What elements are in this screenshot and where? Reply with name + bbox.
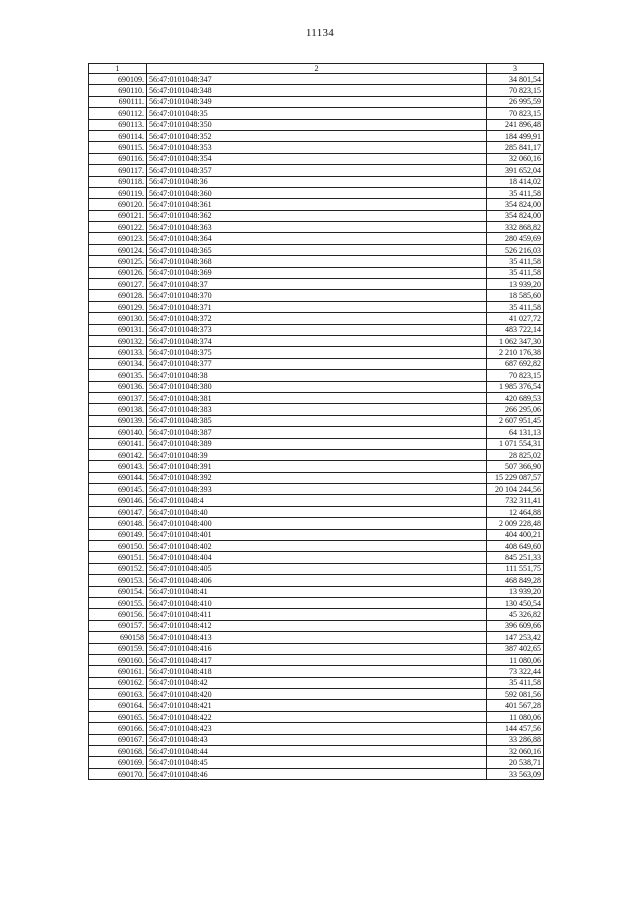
value-cell: 483 722,14 bbox=[487, 324, 544, 335]
row-number-cell: 690131. bbox=[89, 324, 147, 335]
row-number-cell: 690129. bbox=[89, 301, 147, 312]
cadastral-number-cell: 56:47:0101048:418 bbox=[147, 666, 487, 677]
cadastral-number-cell: 56:47:0101048:4 bbox=[147, 495, 487, 506]
row-number-cell: 690130. bbox=[89, 313, 147, 324]
value-cell: 354 824,00 bbox=[487, 199, 544, 210]
cadastral-number-cell: 56:47:0101048:401 bbox=[147, 529, 487, 540]
cadastral-number-cell: 56:47:0101048:36 bbox=[147, 176, 487, 187]
cadastral-number-cell: 56:47:0101048:404 bbox=[147, 552, 487, 563]
row-number-cell: 690140. bbox=[89, 427, 147, 438]
table-row bbox=[89, 461, 544, 472]
table-row bbox=[89, 130, 544, 141]
cadastral-number-cell: 56:47:0101048:421 bbox=[147, 700, 487, 711]
cadastral-number-cell: 56:47:0101048:349 bbox=[147, 96, 487, 107]
value-cell: 241 896,48 bbox=[487, 119, 544, 130]
table-row bbox=[89, 427, 544, 438]
cadastral-number-cell: 56:47:0101048:405 bbox=[147, 563, 487, 574]
cadastral-number-cell: 56:47:0101048:393 bbox=[147, 484, 487, 495]
cadastral-number-cell: 56:47:0101048:387 bbox=[147, 427, 487, 438]
table-row bbox=[89, 643, 544, 654]
table-row bbox=[89, 529, 544, 540]
cadastral-number-cell: 56:47:0101048:402 bbox=[147, 541, 487, 552]
table-row bbox=[89, 404, 544, 415]
row-number-cell: 690167. bbox=[89, 734, 147, 745]
row-number-cell: 690169. bbox=[89, 757, 147, 768]
data-table bbox=[88, 63, 544, 780]
cadastral-number-cell: 56:47:0101048:371 bbox=[147, 301, 487, 312]
value-cell: 387 402,65 bbox=[487, 643, 544, 654]
value-cell: 2 210 176,38 bbox=[487, 347, 544, 358]
table-row bbox=[89, 335, 544, 346]
cadastral-number-cell: 56:47:0101048:373 bbox=[147, 324, 487, 335]
table-row bbox=[89, 324, 544, 335]
value-cell: 18 585,60 bbox=[487, 290, 544, 301]
cadastral-number-cell: 56:47:0101048:361 bbox=[147, 199, 487, 210]
cadastral-number-cell: 56:47:0101048:368 bbox=[147, 256, 487, 267]
row-number-cell: 690109. bbox=[89, 74, 147, 85]
row-number-cell: 690164. bbox=[89, 700, 147, 711]
value-cell: 354 824,00 bbox=[487, 210, 544, 221]
row-number-cell: 690120. bbox=[89, 199, 147, 210]
value-cell: 32 060,16 bbox=[487, 746, 544, 757]
table-row bbox=[89, 677, 544, 688]
cadastral-number-cell: 56:47:0101048:392 bbox=[147, 472, 487, 483]
cadastral-number-cell: 56:47:0101048:412 bbox=[147, 620, 487, 631]
row-number-cell: 690142. bbox=[89, 449, 147, 460]
value-cell: 396 609,66 bbox=[487, 620, 544, 631]
table-row bbox=[89, 358, 544, 369]
row-number-cell: 690117. bbox=[89, 165, 147, 176]
value-cell: 35 411,58 bbox=[487, 301, 544, 312]
table-row bbox=[89, 484, 544, 495]
cadastral-number-cell: 56:47:0101048:363 bbox=[147, 222, 487, 233]
value-cell: 687 692,82 bbox=[487, 358, 544, 369]
value-cell: 18 414,02 bbox=[487, 176, 544, 187]
table-row bbox=[89, 279, 544, 290]
value-cell: 404 400,21 bbox=[487, 529, 544, 540]
cadastral-number-cell: 56:47:0101048:410 bbox=[147, 597, 487, 608]
cadastral-number-cell: 56:47:0101048:422 bbox=[147, 711, 487, 722]
cadastral-number-cell: 56:47:0101048:400 bbox=[147, 518, 487, 529]
row-number-cell: 690112. bbox=[89, 108, 147, 119]
cadastral-number-cell: 56:47:0101048:365 bbox=[147, 244, 487, 255]
cadastral-number-cell: 56:47:0101048:377 bbox=[147, 358, 487, 369]
cadastral-number-cell: 56:47:0101048:369 bbox=[147, 267, 487, 278]
table-row bbox=[89, 472, 544, 483]
cadastral-number-cell: 56:47:0101048:360 bbox=[147, 187, 487, 198]
table-row bbox=[89, 666, 544, 677]
table-row bbox=[89, 85, 544, 96]
value-cell: 45 326,82 bbox=[487, 609, 544, 620]
value-cell: 15 229 087,57 bbox=[487, 472, 544, 483]
cadastral-number-cell: 56:47:0101048:411 bbox=[147, 609, 487, 620]
value-cell: 592 081,56 bbox=[487, 689, 544, 700]
value-cell: 732 311,41 bbox=[487, 495, 544, 506]
table-row bbox=[89, 267, 544, 278]
table-row bbox=[89, 153, 544, 164]
table-header-row bbox=[89, 64, 544, 74]
value-cell: 35 411,58 bbox=[487, 256, 544, 267]
value-cell: 26 995,59 bbox=[487, 96, 544, 107]
cadastral-number-cell: 56:47:0101048:40 bbox=[147, 506, 487, 517]
row-number-cell: 690113. bbox=[89, 119, 147, 130]
cadastral-number-cell: 56:47:0101048:41 bbox=[147, 586, 487, 597]
row-number-cell: 690165. bbox=[89, 711, 147, 722]
cadastral-number-cell: 56:47:0101048:383 bbox=[147, 404, 487, 415]
table-row bbox=[89, 563, 544, 574]
row-number-cell: 690134. bbox=[89, 358, 147, 369]
row-number-cell: 690166. bbox=[89, 723, 147, 734]
value-cell: 184 499,91 bbox=[487, 130, 544, 141]
table-row bbox=[89, 96, 544, 107]
row-number-cell: 690124. bbox=[89, 244, 147, 255]
table-row bbox=[89, 119, 544, 130]
value-cell: 1 062 347,30 bbox=[487, 335, 544, 346]
value-cell: 144 457,56 bbox=[487, 723, 544, 734]
table-row bbox=[89, 449, 544, 460]
table-row bbox=[89, 438, 544, 449]
table-row bbox=[89, 746, 544, 757]
table-row bbox=[89, 700, 544, 711]
table-row bbox=[89, 689, 544, 700]
value-cell: 32 060,16 bbox=[487, 153, 544, 164]
table-row bbox=[89, 506, 544, 517]
table-row bbox=[89, 620, 544, 631]
table-row bbox=[89, 222, 544, 233]
row-number-cell: 690156. bbox=[89, 609, 147, 620]
table-row bbox=[89, 210, 544, 221]
row-number-cell: 690159. bbox=[89, 643, 147, 654]
table-row bbox=[89, 290, 544, 301]
value-cell: 1 071 554,31 bbox=[487, 438, 544, 449]
row-number-cell: 690135. bbox=[89, 370, 147, 381]
table-row bbox=[89, 187, 544, 198]
value-cell: 33 563,09 bbox=[487, 768, 544, 779]
value-cell: 35 411,58 bbox=[487, 677, 544, 688]
value-cell: 11 080,06 bbox=[487, 654, 544, 665]
row-number-cell: 690145. bbox=[89, 484, 147, 495]
row-number-cell: 690118. bbox=[89, 176, 147, 187]
cadastral-number-cell: 56:47:0101048:362 bbox=[147, 210, 487, 221]
table-row bbox=[89, 575, 544, 586]
value-cell: 420 689,53 bbox=[487, 392, 544, 403]
table-row bbox=[89, 541, 544, 552]
cadastral-number-cell: 56:47:0101048:44 bbox=[147, 746, 487, 757]
row-number-cell: 690168. bbox=[89, 746, 147, 757]
row-number-cell: 690110. bbox=[89, 85, 147, 96]
value-cell: 35 411,58 bbox=[487, 187, 544, 198]
row-number-cell: 690132. bbox=[89, 335, 147, 346]
value-cell: 73 322,44 bbox=[487, 666, 544, 677]
cadastral-number-cell: 56:47:0101048:420 bbox=[147, 689, 487, 700]
table-row bbox=[89, 757, 544, 768]
row-number-cell: 690143. bbox=[89, 461, 147, 472]
row-number-cell: 690141. bbox=[89, 438, 147, 449]
table-row bbox=[89, 381, 544, 392]
value-cell: 64 131,13 bbox=[487, 427, 544, 438]
row-number-cell: 690144. bbox=[89, 472, 147, 483]
cadastral-number-cell: 56:47:0101048:380 bbox=[147, 381, 487, 392]
value-cell: 70 823,15 bbox=[487, 85, 544, 96]
row-number-cell: 690151. bbox=[89, 552, 147, 563]
row-number-cell: 690126. bbox=[89, 267, 147, 278]
value-cell: 2 009 228,48 bbox=[487, 518, 544, 529]
row-number-cell: 690154. bbox=[89, 586, 147, 597]
row-number-cell: 690128. bbox=[89, 290, 147, 301]
row-number-cell: 690114. bbox=[89, 130, 147, 141]
page-number: 11134 bbox=[305, 27, 335, 39]
cadastral-number-cell: 56:47:0101048:43 bbox=[147, 734, 487, 745]
value-cell: 34 801,54 bbox=[487, 74, 544, 85]
table-row bbox=[89, 768, 544, 779]
value-cell: 12 464,88 bbox=[487, 506, 544, 517]
cadastral-number-cell: 56:47:0101048:375 bbox=[147, 347, 487, 358]
value-cell: 2 607 951,45 bbox=[487, 415, 544, 426]
value-cell: 468 849,28 bbox=[487, 575, 544, 586]
cadastral-number-cell: 56:47:0101048:406 bbox=[147, 575, 487, 586]
table-row bbox=[89, 108, 544, 119]
cadastral-number-cell: 56:47:0101048:348 bbox=[147, 85, 487, 96]
row-number-cell: 690170. bbox=[89, 768, 147, 779]
row-number-cell: 690111. bbox=[89, 96, 147, 107]
row-number-cell: 690150. bbox=[89, 541, 147, 552]
table-row bbox=[89, 734, 544, 745]
row-number-cell: 690152. bbox=[89, 563, 147, 574]
table-row bbox=[89, 609, 544, 620]
table-row bbox=[89, 301, 544, 312]
table-row bbox=[89, 654, 544, 665]
value-cell: 332 868,82 bbox=[487, 222, 544, 233]
row-number-cell: 690161. bbox=[89, 666, 147, 677]
value-cell: 391 652,04 bbox=[487, 165, 544, 176]
row-number-cell: 690136. bbox=[89, 381, 147, 392]
row-number-cell: 690147. bbox=[89, 506, 147, 517]
row-number-cell: 690127. bbox=[89, 279, 147, 290]
row-number-cell: 690149. bbox=[89, 529, 147, 540]
table-row bbox=[89, 233, 544, 244]
table-row bbox=[89, 244, 544, 255]
value-cell: 408 649,60 bbox=[487, 541, 544, 552]
cadastral-number-cell: 56:47:0101048:417 bbox=[147, 654, 487, 665]
row-number-cell: 690115. bbox=[89, 142, 147, 153]
row-number-cell: 690162. bbox=[89, 677, 147, 688]
value-cell: 845 251,33 bbox=[487, 552, 544, 563]
cadastral-number-cell: 56:47:0101048:352 bbox=[147, 130, 487, 141]
value-cell: 33 286,88 bbox=[487, 734, 544, 745]
cadastral-number-cell: 56:47:0101048:389 bbox=[147, 438, 487, 449]
value-cell: 280 459,69 bbox=[487, 233, 544, 244]
cadastral-number-cell: 56:47:0101048:353 bbox=[147, 142, 487, 153]
row-number-cell: 690138. bbox=[89, 404, 147, 415]
table-row bbox=[89, 370, 544, 381]
table-row bbox=[89, 347, 544, 358]
row-number-cell: 690123. bbox=[89, 233, 147, 244]
table-row bbox=[89, 142, 544, 153]
column-header-3: 3 bbox=[487, 64, 544, 74]
cadastral-number-cell: 56:47:0101048:357 bbox=[147, 165, 487, 176]
value-cell: 13 939,20 bbox=[487, 279, 544, 290]
table-row bbox=[89, 495, 544, 506]
value-cell: 20 104 244,56 bbox=[487, 484, 544, 495]
cadastral-number-cell: 56:47:0101048:347 bbox=[147, 74, 487, 85]
value-cell: 147 253,42 bbox=[487, 632, 544, 643]
row-number-cell: 690125. bbox=[89, 256, 147, 267]
cadastral-number-cell: 56:47:0101048:413 bbox=[147, 632, 487, 643]
cadastral-number-cell: 56:47:0101048:37 bbox=[147, 279, 487, 290]
table-row bbox=[89, 392, 544, 403]
row-number-cell: 690158 bbox=[89, 632, 147, 643]
value-cell: 130 450,54 bbox=[487, 597, 544, 608]
table-row bbox=[89, 552, 544, 563]
value-cell: 401 567,28 bbox=[487, 700, 544, 711]
row-number-cell: 690137. bbox=[89, 392, 147, 403]
row-number-cell: 690133. bbox=[89, 347, 147, 358]
row-number-cell: 690122. bbox=[89, 222, 147, 233]
value-cell: 285 841,17 bbox=[487, 142, 544, 153]
column-header-2: 2 bbox=[147, 64, 487, 74]
value-cell: 28 825,02 bbox=[487, 449, 544, 460]
row-number-cell: 690116. bbox=[89, 153, 147, 164]
table-row bbox=[89, 74, 544, 85]
column-header-1: 1 bbox=[89, 64, 147, 74]
row-number-cell: 690148. bbox=[89, 518, 147, 529]
value-cell: 35 411,58 bbox=[487, 267, 544, 278]
value-cell: 70 823,15 bbox=[487, 370, 544, 381]
cadastral-number-cell: 56:47:0101048:45 bbox=[147, 757, 487, 768]
row-number-cell: 690139. bbox=[89, 415, 147, 426]
table-row bbox=[89, 597, 544, 608]
row-number-cell: 690163. bbox=[89, 689, 147, 700]
row-number-cell: 690157. bbox=[89, 620, 147, 631]
table-row bbox=[89, 711, 544, 722]
cadastral-number-cell: 56:47:0101048:364 bbox=[147, 233, 487, 244]
row-number-cell: 690160. bbox=[89, 654, 147, 665]
table-row bbox=[89, 723, 544, 734]
value-cell: 507 366,90 bbox=[487, 461, 544, 472]
value-cell: 11 080,06 bbox=[487, 711, 544, 722]
cadastral-number-cell: 56:47:0101048:35 bbox=[147, 108, 487, 119]
value-cell: 41 027,72 bbox=[487, 313, 544, 324]
row-number-cell: 690121. bbox=[89, 210, 147, 221]
table-row bbox=[89, 313, 544, 324]
cadastral-number-cell: 56:47:0101048:46 bbox=[147, 768, 487, 779]
value-cell: 111 551,75 bbox=[487, 563, 544, 574]
cadastral-number-cell: 56:47:0101048:391 bbox=[147, 461, 487, 472]
cadastral-number-cell: 56:47:0101048:423 bbox=[147, 723, 487, 734]
cadastral-number-cell: 56:47:0101048:39 bbox=[147, 449, 487, 460]
cadastral-number-cell: 56:47:0101048:354 bbox=[147, 153, 487, 164]
cadastral-number-cell: 56:47:0101048:372 bbox=[147, 313, 487, 324]
table-row bbox=[89, 199, 544, 210]
cadastral-number-cell: 56:47:0101048:38 bbox=[147, 370, 487, 381]
value-cell: 20 538,71 bbox=[487, 757, 544, 768]
value-cell: 70 823,15 bbox=[487, 108, 544, 119]
row-number-cell: 690119. bbox=[89, 187, 147, 198]
row-number-cell: 690146. bbox=[89, 495, 147, 506]
table-row bbox=[89, 256, 544, 267]
cadastral-number-cell: 56:47:0101048:374 bbox=[147, 335, 487, 346]
value-cell: 266 295,06 bbox=[487, 404, 544, 415]
cadastral-number-cell: 56:47:0101048:381 bbox=[147, 392, 487, 403]
table-row bbox=[89, 518, 544, 529]
table-row bbox=[89, 632, 544, 643]
table-row bbox=[89, 415, 544, 426]
value-cell: 13 939,20 bbox=[487, 586, 544, 597]
cadastral-number-cell: 56:47:0101048:370 bbox=[147, 290, 487, 301]
cadastral-number-cell: 56:47:0101048:42 bbox=[147, 677, 487, 688]
table-row bbox=[89, 165, 544, 176]
cadastral-number-cell: 56:47:0101048:350 bbox=[147, 119, 487, 130]
cadastral-number-cell: 56:47:0101048:416 bbox=[147, 643, 487, 654]
table-row bbox=[89, 586, 544, 597]
value-cell: 526 216,03 bbox=[487, 244, 544, 255]
value-cell: 1 985 376,54 bbox=[487, 381, 544, 392]
row-number-cell: 690155. bbox=[89, 597, 147, 608]
cadastral-number-cell: 56:47:0101048:385 bbox=[147, 415, 487, 426]
table-row bbox=[89, 176, 544, 187]
row-number-cell: 690153. bbox=[89, 575, 147, 586]
